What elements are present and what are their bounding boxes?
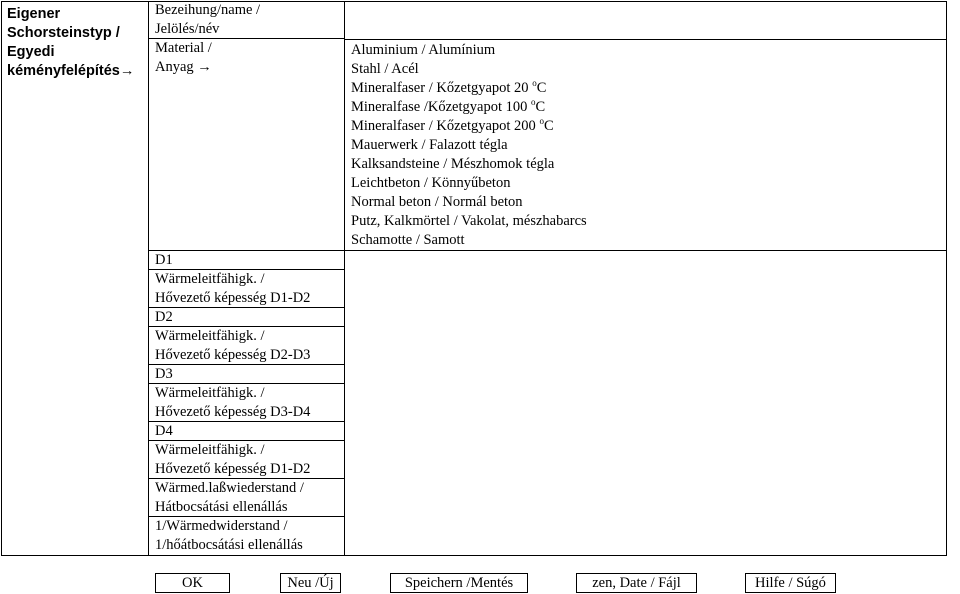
d1-label: D1 — [149, 251, 345, 270]
form-title — [7, 5, 147, 81]
ok-button[interactable]: OK — [155, 573, 230, 593]
degree-superscript: o — [532, 78, 537, 88]
material-option-text: Normal beton / Normál beton — [351, 194, 523, 210]
material-option-text: Mineralfase /Kőzetgyapot 100 — [351, 99, 531, 115]
inverse-resistance-label — [149, 517, 345, 555]
material-option-text: Putz, Kalkmörtel / Vakolat, mészhabarcs — [351, 213, 587, 229]
material-option[interactable] — [351, 212, 587, 231]
material-list — [345, 40, 947, 251]
conductivity-label: Hővezető képesség D3-D4 — [155, 404, 311, 420]
material-option-text: Mauerwerk / Falazott tégla — [351, 137, 508, 153]
file-button[interactable]: zen, Date / Fájl — [576, 573, 697, 593]
material-option[interactable] — [351, 136, 508, 155]
unit-text: C — [536, 80, 547, 96]
material-option[interactable] — [351, 193, 523, 212]
resistance-label: Wärmed.laßwiederstand / — [155, 480, 304, 496]
title-line: Egyedi — [7, 44, 55, 60]
material-label-cell — [149, 39, 345, 251]
conductivity-label-d3-d4 — [149, 384, 345, 422]
material-option-text: Mineralfaser / Kőzetgyapot 200 — [351, 118, 540, 134]
material-option[interactable] — [351, 41, 495, 60]
d3-label: D3 — [149, 365, 345, 384]
conductivity-label: Wärmeleitfähigk. / — [155, 442, 265, 458]
conductivity-label: Wärmeleitfähigk. / — [155, 271, 265, 287]
d4-label: D4 — [149, 422, 345, 441]
header-column — [1, 1, 149, 556]
conductivity-label-d4 — [149, 441, 345, 479]
material-option-text: Leichtbeton / Könnyűbeton — [351, 175, 511, 191]
material-option-text: Aluminium / Alumínium — [351, 42, 496, 58]
new-button[interactable]: Neu /Új — [280, 573, 341, 593]
material-label: Material / — [155, 40, 212, 56]
material-option[interactable] — [351, 60, 419, 79]
material-option-text: Stahl / Acél — [351, 61, 419, 77]
conductivity-label: Hővezető képesség D2-D3 — [155, 347, 311, 363]
label-column — [149, 1, 345, 556]
title-line: Eigener — [7, 6, 61, 22]
value-column — [345, 1, 947, 556]
help-button[interactable]: Hilfe / Súgó — [745, 573, 836, 593]
title-line: Schorsteinstyp / — [7, 25, 120, 41]
name-label: Bezeihung/name / — [155, 2, 261, 18]
material-label: Anyag → — [155, 59, 212, 75]
material-option-text: Mineralfaser / Kőzetgyapot 20 — [351, 80, 533, 96]
name-label: Jelölés/név — [155, 21, 220, 37]
material-option-text: Schamotte / Samott — [351, 232, 465, 248]
degree-superscript: o — [539, 116, 544, 126]
conductivity-label-d1-d2 — [149, 270, 345, 308]
conductivity-label-d2-d3 — [149, 327, 345, 365]
material-option[interactable] — [351, 117, 554, 136]
unit-text: C — [535, 99, 546, 115]
material-option[interactable] — [351, 231, 465, 250]
conductivity-label: Hővezető képesség D1-D2 — [155, 461, 311, 477]
heat-resistance-label — [149, 479, 345, 517]
material-option-text: Kalksandsteine / Mészhomok tégla — [351, 156, 555, 172]
d2-label: D2 — [149, 308, 345, 327]
name-label-cell — [149, 1, 345, 39]
conductivity-label: Wärmeleitfähigk. / — [155, 385, 265, 401]
material-option[interactable] — [351, 79, 546, 98]
material-option[interactable] — [351, 174, 510, 193]
unit-text: C — [543, 118, 554, 134]
degree-superscript: o — [530, 97, 536, 107]
conductivity-label: Wärmeleitfähigk. / — [155, 328, 265, 344]
title-line: kéményfelépítés→ — [7, 63, 135, 79]
resistance-label: Hátbocsátási ellenállás — [155, 499, 288, 515]
inverse-label: 1/hőátbocsátási ellenállás — [155, 537, 303, 553]
inverse-label: 1/Wärmedwiderstand / — [155, 518, 288, 534]
save-button[interactable]: Speichern /Mentés — [390, 573, 528, 593]
conductivity-label: Hővezető képesség D1-D2 — [155, 290, 311, 306]
material-option[interactable] — [351, 155, 554, 174]
material-option[interactable] — [351, 98, 545, 117]
